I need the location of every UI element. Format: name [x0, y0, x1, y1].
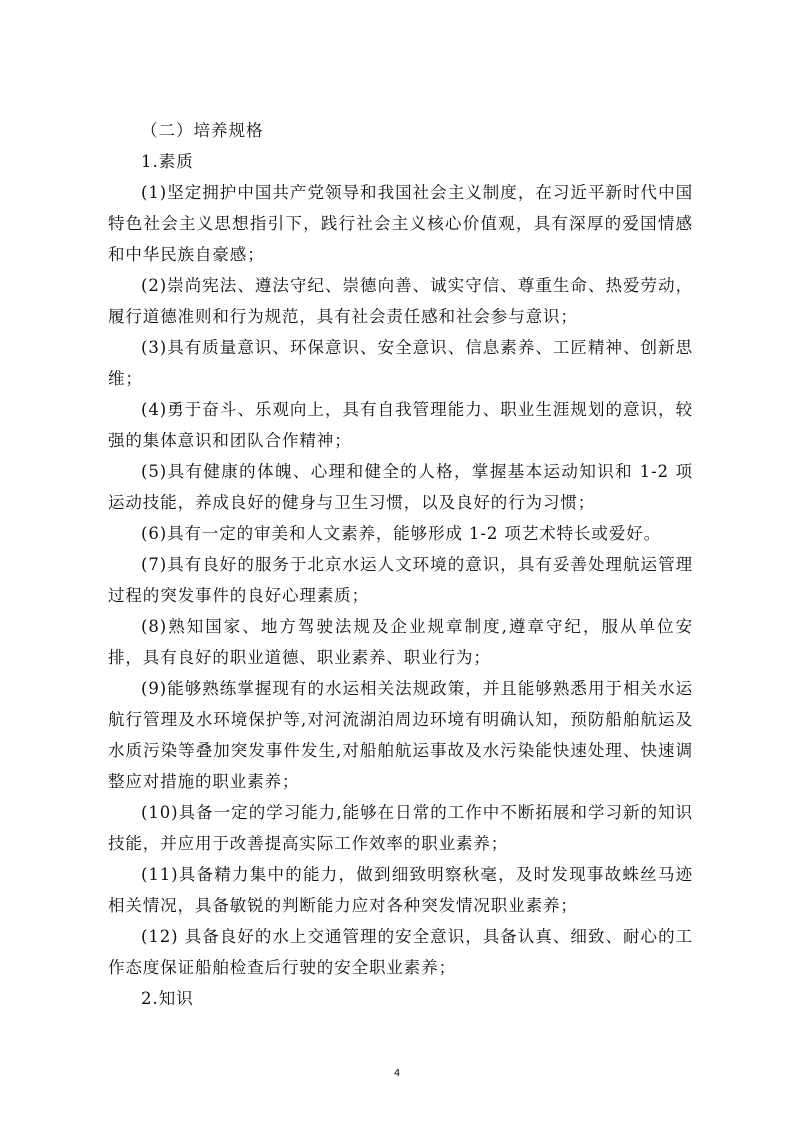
quality-item-1: (1)坚定拥护中国共产党领导和我国社会主义制度，在习近平新时代中国特色社会主义思想指引下，践行社会主义核心价值观，具有深厚的爱国情感和中华民族自豪感；: [108, 183, 693, 264]
subheading-knowledge: 2.知识: [141, 989, 194, 1008]
quality-item-11: (11)具备精力集中的能力，做到细致明察秋毫，及时发现事故蛛丝马迹相关情况，具备敏锐的判断能力应对各种突发情况职业素养；: [108, 865, 693, 915]
quality-item-12: (12) 具备良好的水上交通管理的安全意识，具备认真、细致、耐心的工作态度保证船舶检查后行驶的安全职业素养；: [108, 927, 693, 977]
quality-item-9: (9)能够熟练掌握现有的水运相关法规政策，并且能够熟悉用于相关水运航行管理及水环境保护等,对河流湖泊周边环境有明确认知，预防船舶航运及水质污染等叠加突发事件发生,对船舶航运事故及水污染能快速处理、快速调整应对措施的职业素养；: [108, 679, 693, 791]
quality-item-4: (4)勇于奋斗、乐观向上，具有自我管理能力、职业生涯规划的意识，较强的集体意识和团队合作精神；: [108, 400, 693, 450]
document-body: [108, 115, 693, 1014]
subheading-quality: 1.素质: [141, 152, 194, 171]
page-number: 4: [393, 1068, 401, 1079]
quality-item-2: (2)崇尚宪法、遵法守纪、崇德向善、诚实守信、尊重生命、热爱劳动，履行道德准则和行为规范，具有社会责任感和社会参与意识；: [108, 276, 693, 326]
quality-item-8: (8)熟知国家、地方驾驶法规及企业规章制度,遵章守纪，服从单位安排，具有良好的职业道德、职业素养、职业行为；: [108, 617, 693, 667]
quality-item-7: (7)具有良好的服务于北京水运人文环境的意识，具有妥善处理航运管理过程的突发事件的良好心理素质；: [108, 555, 693, 605]
section-heading: （二）培养规格: [141, 121, 264, 140]
quality-item-3: (3)具有质量意识、环保意识、安全意识、信息素养、工匠精神、创新思维；: [108, 338, 693, 388]
quality-item-6: (6)具有一定的审美和人文素养，能够形成 1-2 项艺术特长或爱好。: [141, 524, 662, 543]
quality-item-10: (10)具备一定的学习能力,能够在日常的工作中不断拓展和学习新的知识技能，并应用于改善提高实际工作效率的职业素养；: [108, 803, 693, 853]
quality-item-5: (5)具有健康的体魄、心理和健全的人格，掌握基本运动知识和 1-2 项运动技能，养成良好的健身与卫生习惯，以及良好的行为习惯；: [108, 462, 693, 512]
